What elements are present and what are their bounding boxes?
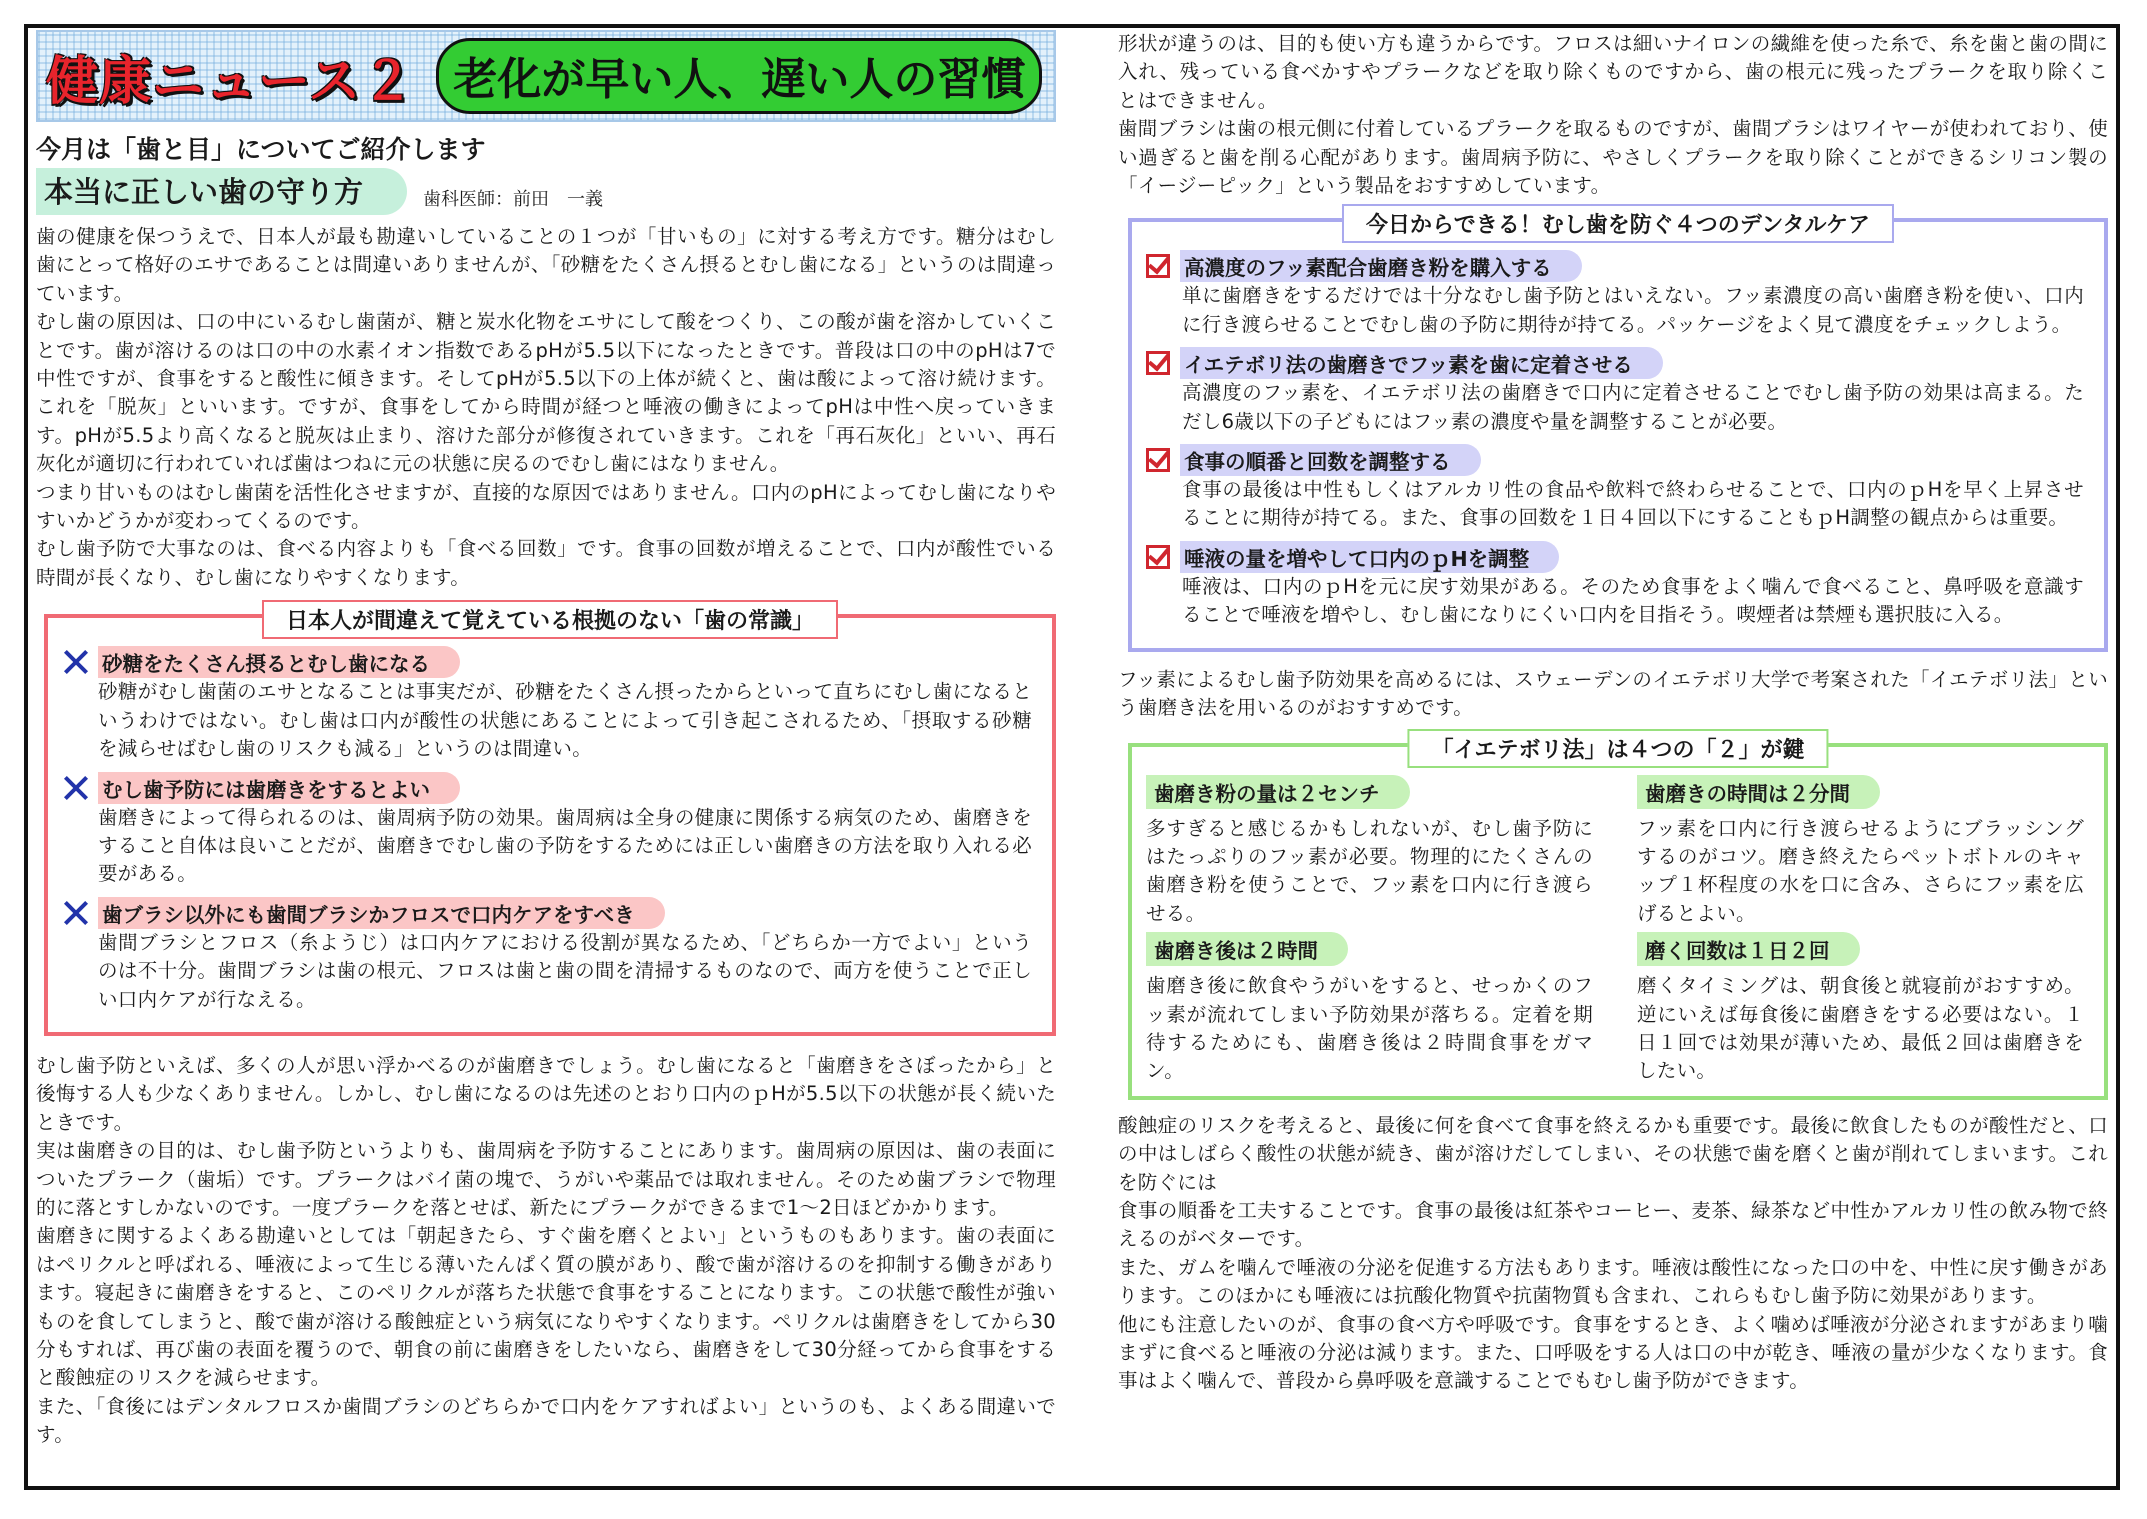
care-item: [1146, 541, 2084, 630]
method-box: [1128, 737, 2108, 1100]
care-item: [1146, 347, 2084, 436]
method-cell: [1146, 775, 1593, 929]
method-body: 歯磨き後に飲食やうがいをすると、せっかくのフッ素が流れてしまい予防効果が落ちる。定着を期待するためにも、歯磨き後は２時間食事をガマン。: [1146, 974, 1593, 1083]
method-cell: [1637, 775, 2084, 929]
myth-body: 歯間ブラシとフロス（糸ようじ）は口内ケアにおける役割が異なるため、「どちらか一方でよい」というのは不十分。歯間ブラシは歯の根元、フロスは歯と歯の間を清掃するものなので、両方を使うことで正しい口内ケアが行なえる。: [98, 930, 1032, 1011]
header-banner: [36, 30, 1056, 122]
method-cell: [1146, 932, 1593, 1086]
checkbox-checked-icon: [1146, 351, 1170, 375]
method-body: 多すぎると感じるかもしれないが、むし歯予防にはたっぷりのフッ素が必要。物理的にたくさんの歯磨き粉を使うことで、フッ素を口内に行き渡らせる。: [1146, 816, 1593, 925]
myth-item: [62, 646, 1032, 763]
method-heading: 歯磨き後は２時間: [1146, 932, 1348, 966]
intro-line: 今月は「歯と目」についてご紹介します: [36, 135, 486, 164]
right-paragraph: また、ガムを噛んで唾液の分泌を促進する方法もあります。唾液は酸性になった口の中を、中性に戻す働きがあります。このほかにも唾液には抗酸化物質や抗菌物質も含まれ、これらもむし歯予防に効果があります。: [1118, 1255, 2108, 1308]
newsletter-subtitle: 老化が早い人、遅い人の習慣: [436, 38, 1042, 114]
myth-box: [44, 609, 1056, 1036]
myth-heading: むし歯予防には歯磨きをするとよい: [98, 772, 460, 804]
newsletter-title: 健康ニュース２: [46, 51, 415, 112]
method-cell: [1637, 932, 2084, 1086]
left-paragraph: むし歯予防で大事なのは、食べる内容よりも「食べる回数」です。食事の回数が増えることで、口内が酸性でいる時間が長くなり、むし歯になりやすくなります。: [36, 537, 1056, 589]
right-paragraph: 酸蝕症のリスクを考えると、最後に何を食べて食事を終えるかも重要です。最後に飲食したものが酸性だと、口の中はしばらく酸性の状態が続き、歯が溶けだしてしまい、その状態で歯を磨くと歯が削れてしまいます。これを防ぐには: [1118, 1113, 2108, 1194]
myth-body: 砂糖がむし歯菌のエサとなることは事実だが、砂糖をたくさん摂ったからといって直ちにむし歯になるというわけではない。むし歯は口内が酸性の状態にあることによって引き起こされるため、「摂取する砂糖を減らせばむし歯のリスクも減る」というのは間違い。: [98, 680, 1032, 761]
method-heading: 歯磨きの時間は２分間: [1637, 775, 1880, 809]
left-column: [36, 30, 1056, 1450]
care-heading: 高濃度のフッ素配合歯磨き粉を購入する: [1180, 250, 1582, 282]
left-paragraph: 歯磨きに関するよくある勘違いとしては「朝起きたら、すぐ歯を磨くとよい」というものもあります。歯の表面にはペリクルと呼ばれる、唾液によって生じる薄いたんぱく質の膜があり、酸で歯が溶けるのを抑制する働きがあります。寝起きに歯磨きをすると、このペリクルが落ちた状態で食事をすることになります。この状態で酸性が強いものを食してしまうと、酸で歯が溶ける酸蝕症という病気になりやすくなります。ペリクルは歯磨きをしてから30分もすれば、再び歯の表面を覆うので、朝食の前に歯磨きをしたいなら、歯磨きをして30分経ってから食事をすると酸蝕症のリスクを減らせます。: [36, 1224, 1056, 1390]
left-paragraph: つまり甘いものはむし歯菌を活性化させますが、直接的な原因ではありません。口内のpHによってむし歯になりやすいかどうかが変わってくるのです。: [36, 480, 1056, 533]
left-paragraph: 歯の健康を保つうえで、日本人が最も勘違いしていることの１つが「甘いもの」に対する考え方です。糖分はむし歯にとって格好のエサであることは間違いありませんが、「砂糖をたくさん摂るとむし歯になる」というのは間違っています。: [36, 225, 1056, 305]
method-heading: 歯磨き粉の量は２センチ: [1146, 775, 1410, 809]
method-box-title: 「イエテボリ法」は４つの「２」が鍵: [1407, 729, 1828, 768]
cross-icon: [62, 899, 90, 927]
care-body: 食事の最後は中性もしくはアルカリ性の食品や飲料で終わらせることで、口内のｐHを早く上昇させることに期待が持てる。また、食事の回数を１日４回以下にすることもｐH調整の観点からは重要。: [1182, 478, 2084, 530]
left-paragraph: 実は歯磨きの目的は、むし歯予防というよりも、歯周病を予防することにあります。歯周病の原因は、歯の表面についたプラーク（歯垢）です。プラークはバイ菌の塊で、うがいや薬品では取れません。そのため歯ブラシで物理的に落とすしかないのです。一度プラークを落とせば、新たにプラークができるまで1～2日ほどかかります。: [36, 1139, 1056, 1219]
right-paragraph: 他にも注意したいのが、食事の食べ方や呼吸です。食事をするとき、よく噛めば唾液が分泌されますがあまり噛まずに食べると唾液の分泌は減ります。また、口呼吸をする人は口の中が乾き、唾液の量が少なくなります。食事はよく噛んで、普段から鼻呼吸を意識することでもむし歯予防ができます。: [1118, 1312, 2108, 1393]
care-heading: イエテボリ法の歯磨きでフッ素を歯に定着させる: [1180, 347, 1663, 379]
myth-heading: 歯ブラシ以外にも歯間ブラシかフロスで口内ケアをすべき: [98, 897, 665, 929]
care-body: 単に歯磨きをするだけでは十分なむし歯予防とはいえない。フッ素濃度の高い歯磨き粉を使い、口内に行き渡らせることでむし歯の予防に期待が持てる。パッケージをよく見て濃度をチェックしよう。: [1182, 284, 2084, 336]
care-heading: 食事の順番と回数を調整する: [1180, 444, 1481, 476]
right-paragraph: 形状が違うのは、目的も使い方も違うからです。フロスは細いナイロンの繊維を使った糸で、糸を歯と歯の間に入れ、残っている食べかすやプラークなどを取り除くものですから、歯の根元に残ったプラークを取り除くことはできません。: [1118, 32, 2108, 112]
method-body: フッ素を口内に行き渡らせるようにブラッシングするのがコツ。磨き終えたらペットボトルのキャップ１杯程度の水を口に含み、さらにフッ素を広げるとよい。: [1637, 816, 2084, 925]
method-body: 磨くタイミングは、朝食後と就寝前がおすすめ。逆にいえば毎食後に歯磨きをする必要はない。１日１回では効果が薄いため、最低２回は歯磨きをしたい。: [1637, 974, 2084, 1083]
myth-box-title: 日本人が間違えて覚えている根拠のない「歯の常識」: [262, 600, 838, 639]
checkbox-checked-icon: [1146, 448, 1170, 472]
left-paragraph: むし歯の原因は、口の中にいるむし歯菌が、糖と炭水化物をエサにして酸をつくり、この酸が歯を溶かしていくことです。歯が溶けるのは口の中の水素イオン指数であるpHが5.5以下になったときです。普段は口の中のpHは7で中性ですが、食事をすると酸性に傾きます。そしてpHが5.5以下の上体が続くと、歯は酸によって溶け続けます。これを「脱灰」といいます。ですが、食事をしてから時間が経つと唾液の働きによってpHは中性へ戻っていきます。pHが5.5より高くなると脱灰は止まり、溶けた部分が修復されていきます。これを「再石灰化」といい、再石灰化が適切に行われていれば歯はつねに元の状態に戻るのでむし歯にはなりません。: [36, 310, 1056, 476]
section-title: 本当に正しい歯の守り方: [36, 168, 407, 215]
checkbox-checked-icon: [1146, 545, 1170, 569]
checkbox-checked-icon: [1146, 254, 1170, 278]
right-paragraph: フッ素によるむし歯予防効果を高めるには、スウェーデンのイエテボリ大学で考案された「イエテボリ法」という歯磨き法を用いるのがおすすめです。: [1118, 667, 2108, 720]
cross-icon: [62, 648, 90, 676]
care-body: 唾液は、口内のｐHを元に戻す効果がある。そのため食事をよく噛んで食べること、鼻呼吸を意識することで唾液を増やし、むし歯になりにくい口内を目指そう。喫煙者は禁煙も選択肢に入る。: [1182, 574, 2084, 627]
section-header: [36, 168, 1056, 215]
section-author: 歯科医師：前田 一義: [423, 189, 604, 210]
right-column: [1118, 30, 2108, 1396]
left-paragraph: また、「食後にはデンタルフロスか歯間ブラシのどちらかで口内をケアすればよい」というのも、よくある間違いです。: [36, 1394, 1056, 1447]
myth-body: 歯磨きによって得られるのは、歯周病予防の効果。歯周病は全身の健康に関係する病気のため、歯磨きをすること自体は良いことだが、歯磨きでむし歯の予防をするためには正しい歯磨きの方法を取り入れる必要がある。: [98, 805, 1032, 886]
right-paragraph: 食事の順番を工夫することです。食事の最後は紅茶やコーヒー、麦茶、緑茶など中性かアルカリ性の飲み物で終えるのがベターです。: [1118, 1198, 2108, 1251]
care-body: 高濃度のフッ素を、イエテボリ法の歯磨きで口内に定着させることでむし歯予防の効果は高まる。ただし6歳以下の子どもにはフッ素の濃度や量を調整することが必要。: [1182, 381, 2084, 433]
dental-care-box: [1128, 213, 2108, 651]
dental-care-box-title: 今日からできる！むし歯を防ぐ４つのデンタルケア: [1342, 204, 1894, 243]
myth-item: [62, 897, 1032, 1014]
care-item: [1146, 444, 2084, 533]
cross-icon: [62, 774, 90, 802]
right-paragraph: 歯間ブラシは歯の根元側に付着しているプラークを取るものですが、歯間ブラシはワイヤーが使われており、使い過ぎると歯を削る心配があります。歯周病予防に、やさしくプラークを取り除くことができるシリコン製の「イージーピック」という製品をおすすめしています。: [1118, 117, 2108, 198]
myth-heading: 砂糖をたくさん摂るとむし歯になる: [98, 646, 460, 678]
care-heading: 唾液の量を増やして口内のｐHを調整: [1180, 541, 1559, 573]
method-heading: 磨く回数は１日２回: [1637, 932, 1860, 966]
left-paragraph: むし歯予防といえば、多くの人が思い浮かべるのが歯磨きでしょう。むし歯になると「歯磨きをさぼったから」と後悔する人も少なくありません。しかし、むし歯になるのは先述のとおり口内のｐHが5.5以下の状態が長く続いたときです。: [36, 1053, 1056, 1134]
care-item: [1146, 250, 2084, 339]
myth-item: [62, 772, 1032, 889]
